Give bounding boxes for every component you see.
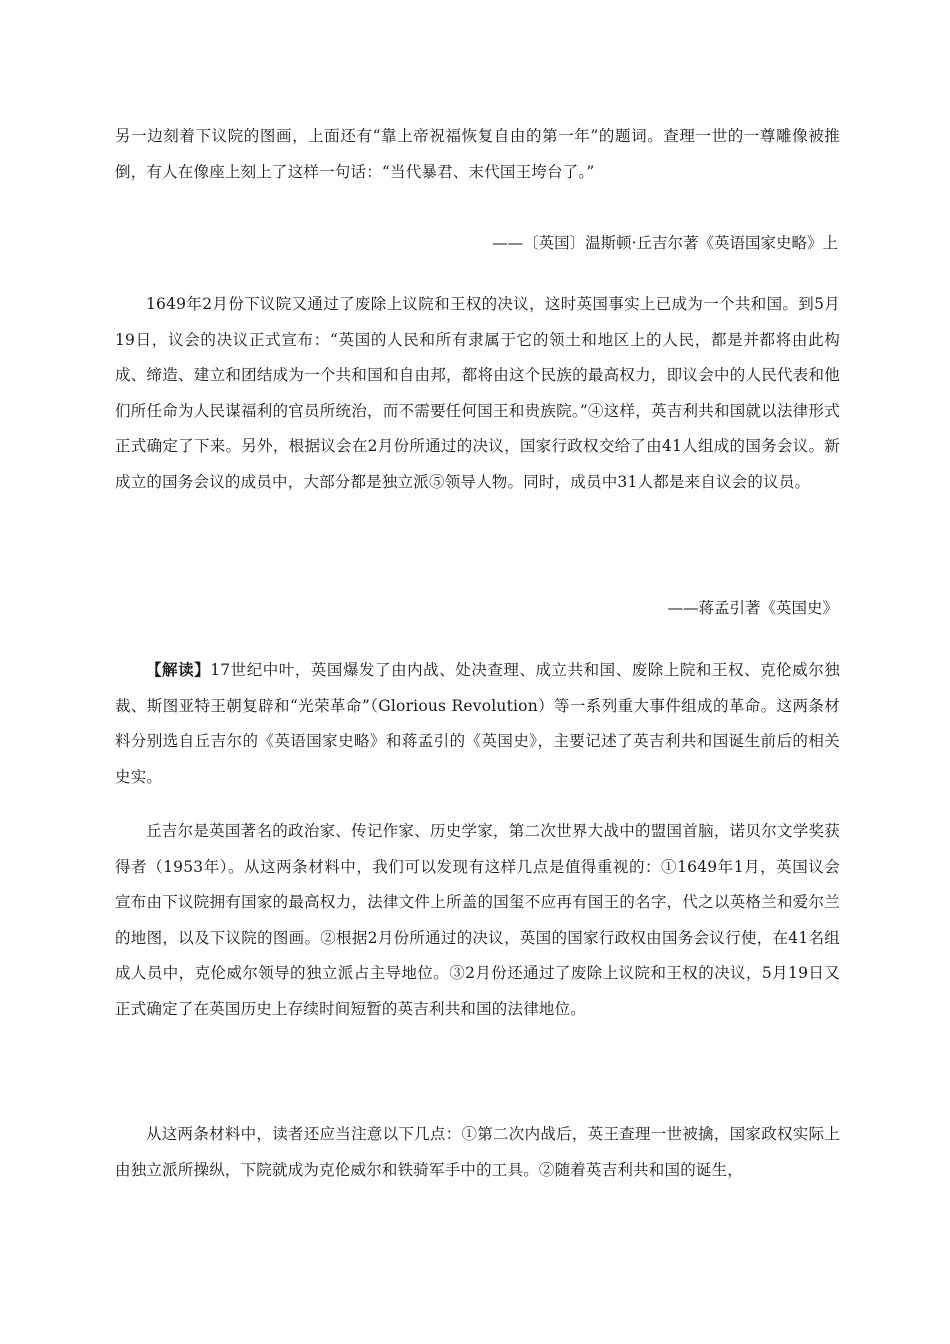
quote-paragraph: 1649年2月份下议院又通过了废除上议院和王权的决议，这时英国事实上已成为一个共和国。到5月19日，议会的决议正式宣布：“英国的人民和所有隶属于它的领土和地区上的人民，都是并都将由此构成、缔造、建立和团结成为一个共和国和自由邦，都将由这个民族的最高权力，即议会中的人民代表和他们所任命为人民谋福利的官员所统治，而不需要任何国王和贵族院。”④这样，英吉利共和国就以法律形式正式确定了下来。另外，根据议会在2月份所通过的决议，国家行政权交给了由41人组成的国务会议。新成立的国务会议的成员中，大部分都是独立派⑤领导人物。同时，成员中31人都是来自议会的议员。 [115, 295, 840, 491]
attribution-churchill: ——〔英国〕温斯顿·丘吉尔著《英语国家史略》上 [492, 234, 838, 252]
interpretation-label: 【解读】 [146, 660, 211, 679]
interpretation-text: 17世纪中叶，英国爆发了由内战、处决查理、成立共和国、废除上院和王权、克伦威尔独裁、斯图亚特王朝复辟和“光荣革命”（Glorious Revolution）等一系列重大事件组成的革命。这两条材料分别选自丘吉尔的《英语国家史略》和蒋孟引的《英国史》，主要记述了英吉利共和国诞生前后的相关史实。 [115, 661, 840, 786]
analysis-paragraph-1: 丘吉尔是英国著名的政治家、传记作家、历史学家，第二次世界大战中的盟国首脑，诺贝尔文学奖获得者（1953年）。从这两条材料中，我们可以发现有这样几点是值得重视的：①1649年1月，英国议会宣布由下议院拥有国家的最高权力，法律文件上所盖的国玺不应再有国王的名字，代之以英格兰和爱尔兰的地图，以及下议院的图画。②根据2月份所通过的决议，英国的国家行政权由国务会议行使，在41名组成人员中，克伦威尔领导的独立派占主导地位。③2月份还通过了废除上议院和王权的决议，5月19日又正式确定了在英国历史上存续时间短暂的英吉利共和国的法律地位。 [115, 822, 840, 1018]
interpretation-paragraph [115, 652, 840, 795]
quote-continuation: 另一边刻着下议院的图画，上面还有“靠上帝祝福恢复自由的第一年”的题词。查理一世的一尊雕像被推倒，有人在像座上刻上了这样一句话：“当代暴君、末代国王垮台了。” [115, 127, 840, 181]
analysis-paragraph-2: 从这两条材料中，读者还应当注意以下几点：①第二次内战后，英王查理一世被擒，国家政权实际上由独立派所操纵，下院就成为克伦威尔和铁骑军手中的工具。②随着英吉利共和国的诞生， [115, 1125, 840, 1179]
attribution-jiang: ——蒋孟引著《英国史》 [667, 599, 838, 617]
